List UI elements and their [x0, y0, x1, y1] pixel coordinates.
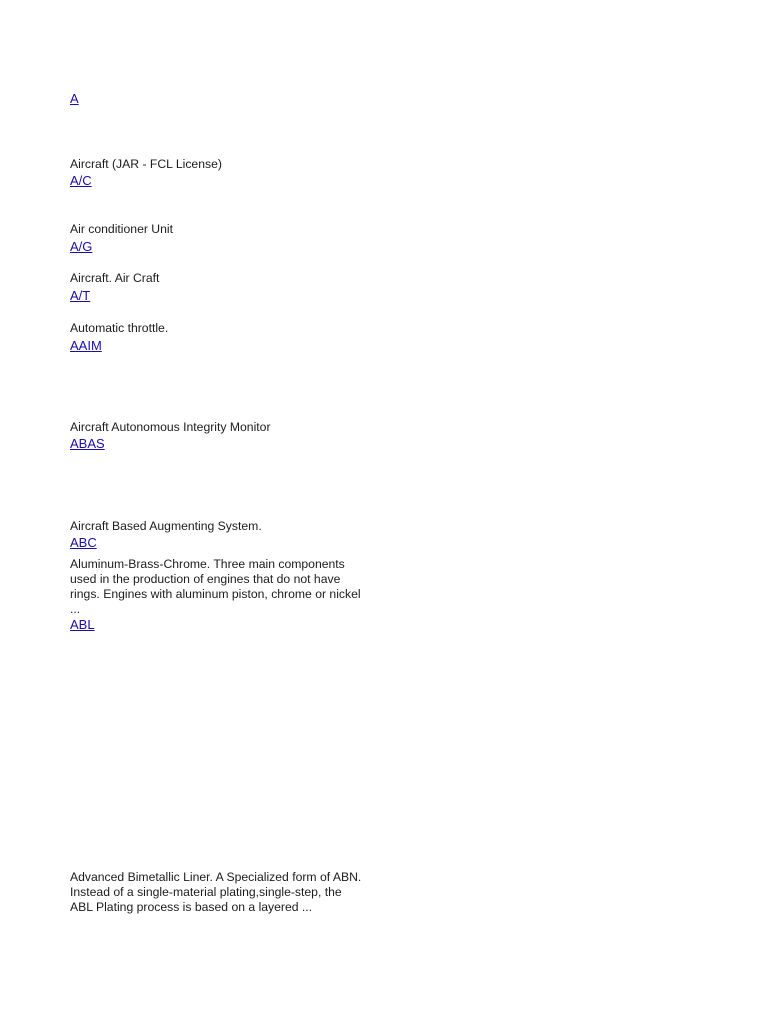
term-description-aaim: Automatic throttle.: [70, 321, 169, 335]
term-description-a-g: Air conditioner Unit: [70, 222, 173, 236]
term-link-aaim[interactable]: AAIM: [70, 338, 102, 353]
term-description-abc: Aircraft Based Augmenting System.: [70, 519, 262, 533]
term-description-abl: Aluminum-Brass-Chrome. Three main components used in the production of engines that do not have rings. Engines with aluminum piston, chrome or nickel ...: [70, 557, 361, 616]
term-description-next: Advanced Bimetallic Liner. A Specialized form of ABN. Instead of a single-material plating,single-step, the ABL Plating process is based on a layered ...: [70, 870, 362, 914]
term-link-a[interactable]: A: [70, 91, 79, 106]
term-description-a-t: Aircraft. Air Craft: [70, 271, 160, 285]
term-link-abas[interactable]: ABAS: [70, 436, 105, 451]
term-link-a-c[interactable]: A/C: [70, 173, 92, 188]
term-description-a-c: Aircraft (JAR - FCL License): [70, 157, 222, 171]
term-link-a-g[interactable]: A/G: [70, 239, 93, 254]
term-link-a-t[interactable]: A/T: [70, 288, 91, 303]
term-link-abc[interactable]: ABC: [70, 535, 97, 550]
term-link-abl[interactable]: ABL: [70, 617, 95, 632]
term-description-abas: Aircraft Autonomous Integrity Monitor: [70, 420, 271, 434]
